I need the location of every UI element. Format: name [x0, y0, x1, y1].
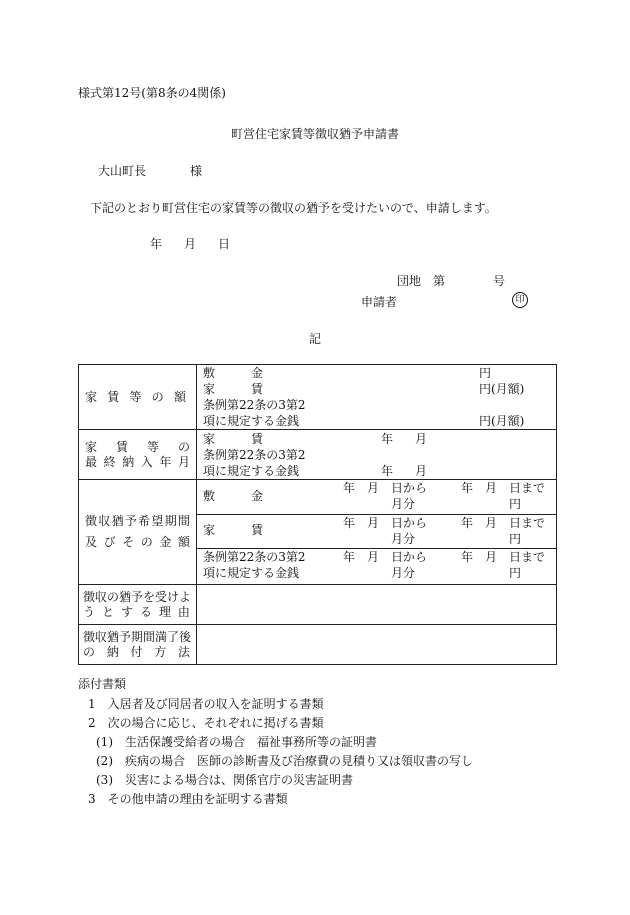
- deferral-row-rent[interactable]: [197, 514, 556, 548]
- label-rent-amount: [79, 365, 197, 430]
- unit-line: [397, 274, 505, 289]
- last-line-3-month: 月: [415, 463, 428, 478]
- attachment-item: 2 次の場合に応じ、それぞれに掲げる書類: [88, 716, 324, 730]
- label-char: 法: [177, 644, 190, 659]
- row-reason: [79, 585, 557, 625]
- attachment-item: (3) 災害による場合は、関係官庁の災害証明書: [96, 773, 353, 787]
- label-char: 希: [138, 514, 151, 528]
- deferral-rent-name: 家 賃: [203, 523, 264, 537]
- label-char: 方: [154, 644, 167, 659]
- row-payment-method: [79, 625, 557, 665]
- deferral-money-from: 年 月 日から: [343, 550, 428, 564]
- cell-rent-amount[interactable]: [197, 365, 557, 430]
- label-char: 終: [103, 454, 116, 469]
- rent-line-3-left: 条例第22条の3第2: [203, 398, 306, 412]
- unit-dai: 第: [433, 274, 446, 288]
- label-char: 望: [151, 514, 164, 528]
- label-char: 家: [85, 389, 98, 404]
- label-deferral-period: [79, 480, 197, 585]
- form-number: 様式第12号(第8条の4関係): [78, 86, 226, 100]
- rent-line-4-right: 円(月額): [479, 414, 525, 428]
- label-char: 収: [98, 514, 111, 528]
- label-char: 納: [106, 644, 119, 659]
- label-char: 額: [173, 389, 186, 404]
- deferral-deposit-to: 年 月 日まで: [461, 481, 546, 495]
- form-title: 町営住宅家賃等徴収猶予申請書: [230, 127, 399, 141]
- rent-line-1-left: 敷 金: [203, 366, 264, 380]
- unit-danchi: 団地: [397, 274, 422, 288]
- label-char: 理: [158, 604, 171, 619]
- label-char: び: [103, 535, 116, 549]
- label-char: る: [139, 604, 152, 619]
- label-char: 月: [177, 454, 190, 469]
- label-char: 間: [177, 514, 190, 528]
- rent-line-4-left: 項に規定する金銭: [203, 414, 300, 428]
- cell-last-payment[interactable]: [197, 430, 557, 480]
- deferral-deposit-months: 月分: [391, 497, 416, 511]
- label-char: 賃: [115, 439, 128, 454]
- date-day: 日: [218, 237, 231, 251]
- attachment-item: (1) 生活保護受給者の場合 福祉事務所等の証明書: [96, 735, 378, 749]
- last-line-1-year: 年: [381, 431, 394, 446]
- label-char: 家: [85, 439, 98, 454]
- label-char: す: [120, 604, 133, 619]
- deferral-deposit-from: 年 月 日から: [343, 481, 428, 495]
- label-char: 年: [159, 454, 172, 469]
- deferral-rent-to: 年 月 日まで: [461, 516, 546, 530]
- deferral-rent-months: 月分: [391, 532, 416, 546]
- addressee-name: 大山町長: [98, 164, 147, 178]
- cell-payment-method[interactable]: [197, 625, 557, 665]
- row-deferral-period: [79, 480, 557, 585]
- unit-go: 号: [493, 274, 506, 288]
- label-char: 金: [159, 535, 172, 549]
- label-char: の: [177, 439, 190, 454]
- last-line-1-left: 家 賃: [203, 431, 264, 446]
- last-line-3-left: 項に規定する金銭: [203, 463, 300, 478]
- attachment-item: 1 入居者及び同居者の収入を証明する書類: [88, 697, 324, 711]
- label-char: の: [151, 389, 164, 404]
- rent-line-2-right: 円(月額): [479, 382, 525, 396]
- last-line-3-year: 年: [381, 463, 394, 478]
- deferral-money-name-1: 条例第22条の3第2: [203, 550, 306, 564]
- deferral-money-name-2: 項に規定する金銭: [203, 566, 300, 580]
- deferral-rent-from: 年 月 日から: [343, 516, 428, 530]
- label-char: う: [83, 604, 96, 619]
- label-char: 等: [129, 389, 142, 404]
- seal-icon: 印: [512, 292, 528, 308]
- row-rent-amount: [79, 365, 557, 430]
- addressee: [98, 164, 202, 179]
- cell-reason[interactable]: [197, 585, 557, 625]
- label-char: 由: [177, 604, 190, 619]
- label-char: そ: [122, 535, 135, 549]
- deferral-row-money[interactable]: [197, 548, 556, 584]
- label-last-payment: [79, 430, 197, 480]
- payment-label-line-1: 徴収猶予期間満了後: [83, 629, 192, 644]
- label-char: 猶: [111, 514, 124, 528]
- label-char: 等: [146, 439, 159, 454]
- application-table: [78, 364, 557, 665]
- applicant-label: 申請者: [361, 295, 398, 309]
- label-reason: [79, 585, 197, 625]
- label-char: 予: [124, 514, 137, 528]
- label-payment-method: [79, 625, 197, 665]
- label-char: 入: [140, 454, 153, 469]
- row-last-payment: [79, 430, 557, 480]
- reason-label-line-1: 徴収の猶予を受けよ: [83, 589, 192, 604]
- honorific: 様: [190, 164, 203, 178]
- label-char: 徴: [85, 514, 98, 528]
- label-char: の: [83, 644, 96, 659]
- label-char: 及: [85, 535, 98, 549]
- deferral-money-to: 年 月 日まで: [461, 550, 546, 564]
- request-text: 下記のとおり町営住宅の家賃等の徴収の猶予を受けたいので、申請します。: [90, 201, 497, 215]
- deferral-money-months: 月分: [391, 566, 416, 580]
- deferral-deposit-name: 敷 金: [203, 489, 264, 503]
- label-char: の: [140, 535, 153, 549]
- rent-line-1-right: 円: [479, 366, 492, 380]
- label-char: 納: [122, 454, 135, 469]
- deferral-money-yen: 円: [509, 566, 522, 580]
- date-line: [150, 237, 230, 252]
- cell-deferral-period[interactable]: [197, 480, 557, 585]
- last-line-2-left: 条例第22条の3第2: [203, 447, 306, 462]
- label-char: 期: [164, 514, 177, 528]
- label-char: 付: [130, 644, 143, 659]
- attachments-heading: 添付書類: [78, 677, 127, 691]
- attachment-item: (2) 疾病の場合 医師の診断書及び治療費の見積り又は領収書の写し: [96, 754, 474, 768]
- date-year: 年: [150, 237, 163, 251]
- label-char: 最: [85, 454, 98, 469]
- deferral-deposit-yen: 円: [509, 497, 522, 511]
- deferral-row-deposit[interactable]: [197, 480, 556, 514]
- attachment-item: 3 その他申請の理由を証明する書類: [88, 792, 288, 806]
- label-char: 額: [177, 535, 190, 549]
- label-char: と: [101, 604, 114, 619]
- deferral-rent-yen: 円: [509, 532, 522, 546]
- ki-heading: 記: [308, 332, 321, 346]
- last-line-1-month: 月: [415, 431, 428, 446]
- label-char: 賃: [107, 389, 120, 404]
- date-month: 月: [184, 237, 197, 251]
- rent-line-2-left: 家 賃: [203, 382, 264, 396]
